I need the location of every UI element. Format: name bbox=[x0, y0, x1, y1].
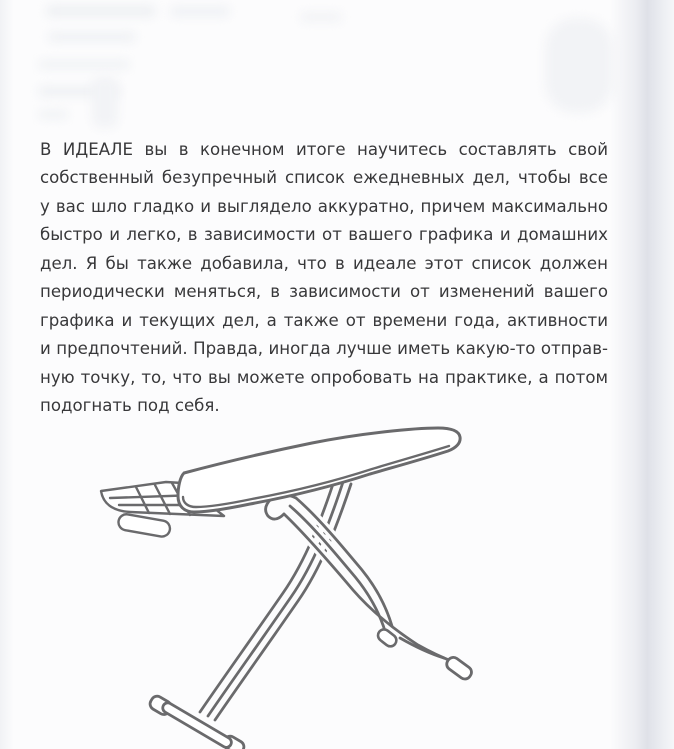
paragraph-line: В ИДЕАЛЕ вы в конечном итоге научитесь составлять свой bbox=[40, 140, 608, 159]
paragraph-line: у вас шло гладко и выглядело аккуратно, причем максимально bbox=[40, 196, 608, 216]
paragraph-line: быстро и легко, в зависимости от вашего графика и домашних bbox=[40, 225, 608, 245]
paragraph-line: собственный безупречный список ежедневных дел, чтобы все bbox=[40, 168, 608, 188]
board-top bbox=[178, 428, 460, 512]
paragraph-line: периодически меняться, в зависимости от изменений вашего bbox=[40, 282, 608, 302]
paragraph-line: дел. Я бы также добавила, что в идеале этот список должен bbox=[40, 253, 608, 273]
paragraph-line: подогнать под себя. bbox=[40, 395, 220, 415]
ironing-board-drawing-root bbox=[101, 428, 474, 749]
paragraph-line: ную точку, то, что вы можете опробовать на практике, а потом bbox=[40, 367, 608, 387]
paragraph-line: графика и текущих дел, а также от времени года, активности bbox=[40, 310, 608, 330]
right-foot bbox=[444, 655, 473, 681]
rear-leg bbox=[200, 475, 351, 720]
paragraph-line: и предпочтений. Правда, иногда лучше иметь какую-то отправ- bbox=[40, 339, 608, 359]
iron-rest-lip bbox=[117, 513, 171, 538]
